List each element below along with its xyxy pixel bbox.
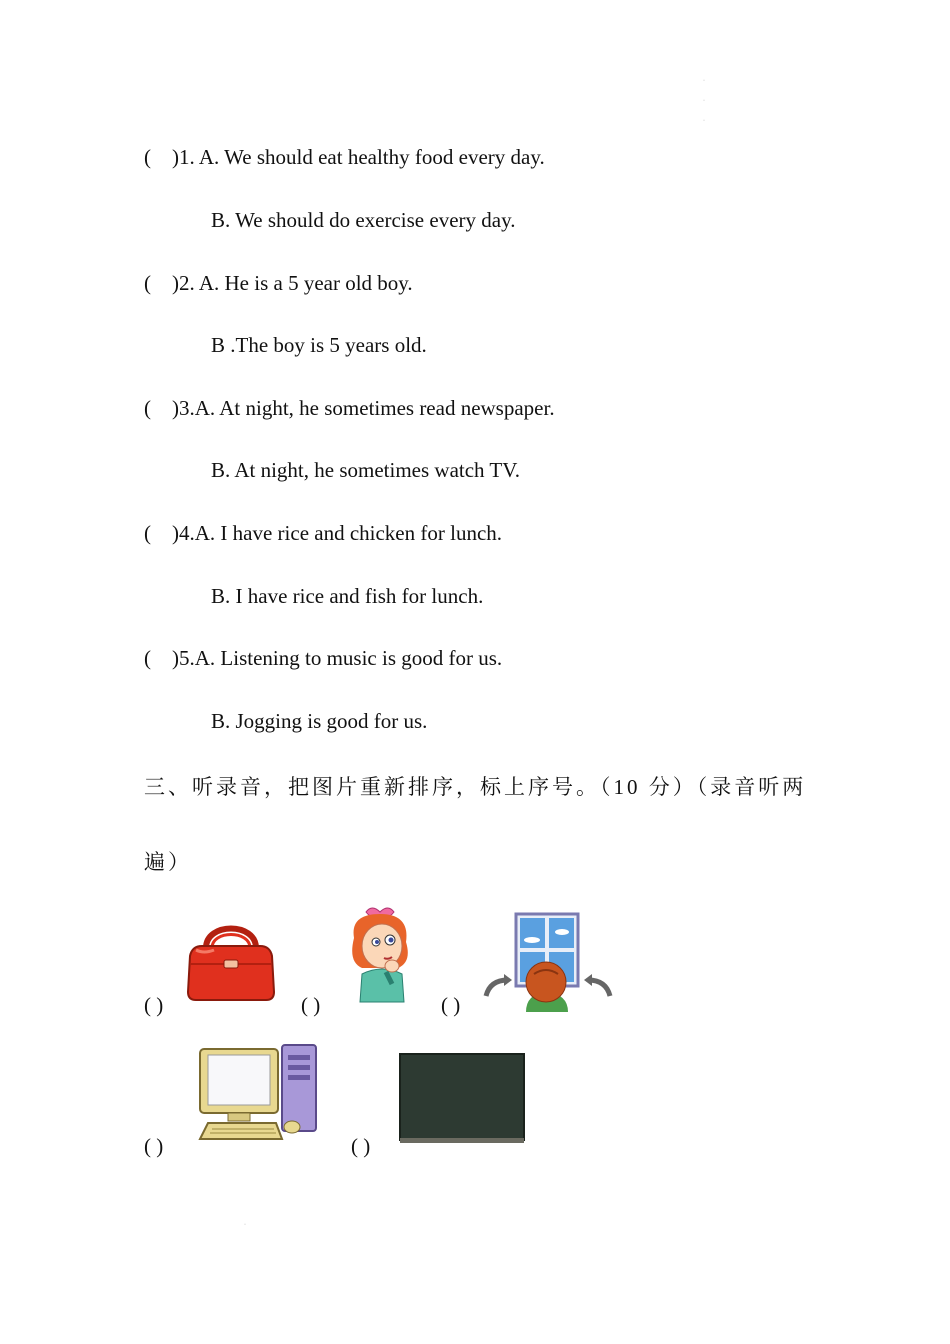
answer-paren-open[interactable]: ( [144,521,151,545]
page-mark: · [703,98,705,104]
handbag-icon [184,920,278,1002]
question-5-option-a: )5.A. Listening to music is good for us. [172,646,503,670]
question-2-option-a: )2. A. He is a 5 year old boy. [172,271,413,295]
page-mark: · [703,78,705,84]
question-5-option-b: B. Jogging is good for us. [211,709,428,733]
answer-paren-open[interactable]: ( [144,646,151,670]
computer-icon [198,1043,320,1141]
page-mark: · [244,1222,246,1228]
page-mark: · [703,118,705,124]
picture-1-answer-blank[interactable]: ( ) [144,993,164,1017]
section-3-heading-continued: 遍） [144,850,192,874]
girl-thinking-icon [346,904,420,1006]
boy-at-window-icon [482,912,614,1014]
picture-2-answer-blank[interactable]: ( ) [301,993,321,1017]
answer-paren-open[interactable]: ( [144,145,151,169]
question-1-option-a: )1. A. We should eat healthy food every day. [172,145,545,169]
question-1-option-b: B. We should do exercise every day. [211,208,516,232]
question-2-option-b: B .The boy is 5 years old. [211,333,427,357]
picture-4-answer-blank[interactable]: ( ) [144,1134,164,1158]
picture-3-answer-blank[interactable]: ( ) [441,993,461,1017]
answer-paren-open[interactable]: ( [144,271,151,295]
section-3-heading: 三、听录音，把图片重新排序，标上序号。（10 分）（录音听两 [144,775,807,799]
blackboard-icon [398,1052,526,1145]
answer-paren-open[interactable]: ( [144,396,151,420]
question-4-option-b: B. I have rice and fish for lunch. [211,584,484,608]
picture-5-answer-blank[interactable]: ( ) [351,1134,371,1158]
question-4-option-a: )4.A. I have rice and chicken for lunch. [172,521,503,545]
question-3-option-b: B. At night, he sometimes watch TV. [211,458,520,482]
question-3-option-a: )3.A. At night, he sometimes read newspaper. [172,396,555,420]
